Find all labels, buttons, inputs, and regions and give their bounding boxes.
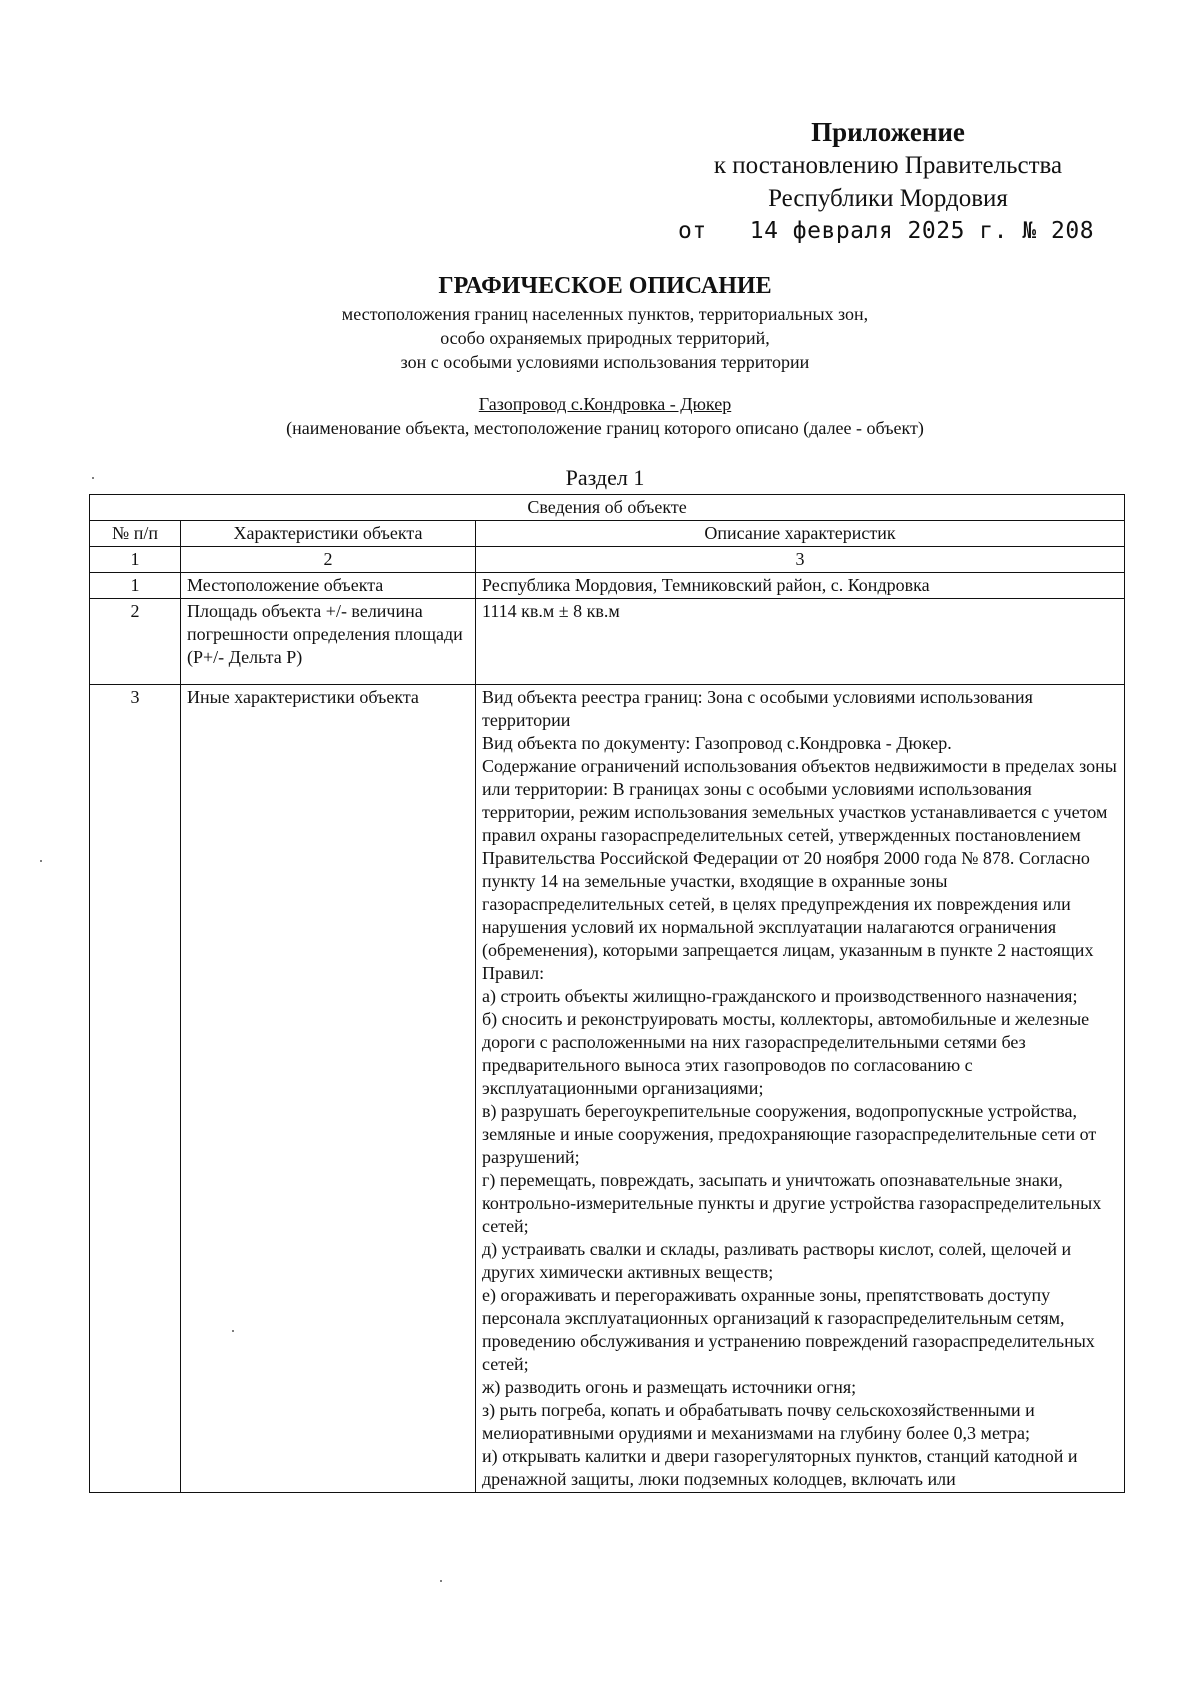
document-subtitle-3: зон с особыми условиями использования территории: [400, 352, 810, 372]
description-paragraph: 1114 кв.м ± 8 кв.м: [482, 601, 620, 621]
description-paragraph: ж) разводить огонь и размещать источники огня;: [482, 1377, 857, 1397]
document-heading: [0, 270, 1200, 374]
description-paragraph: а) строить объекты жилищно-гражданского и производственного назначения;: [482, 986, 1078, 1006]
description-paragraph: Республика Мордовия, Темниковский район, с. Кондровка: [482, 575, 930, 595]
table-row: [90, 685, 1125, 1493]
row-characteristic: Иные характеристики объекта: [181, 685, 476, 1493]
row-description: [476, 573, 1125, 599]
description-paragraph: г) перемещать, повреждать, засыпать и уничтожать опознавательные знаки, контрольно-измерительные пункты и другие устройства газораспределительных сетей;: [482, 1170, 1102, 1236]
description-paragraph: д) устраивать свалки и склады, разливать растворы кислот, солей, щелочей и других химически активных веществ;: [482, 1239, 1072, 1282]
row-num: 3: [90, 685, 181, 1493]
appendix-block: [668, 116, 1108, 248]
description-paragraph: з) рыть погреба, копать и обрабатывать почву сельскохозяйственными и мелиоративными орудиями и механизмами на глубину более 0,3 метра;: [482, 1400, 1035, 1443]
description-paragraph: б) сносить и реконструировать мосты, коллекторы, автомобильные и железные дороги с расположенными на них газораспределительными сетями без предварительного выноса этих газопроводов по согласованию с эксплуатационными организациями;: [482, 1009, 1090, 1098]
section-title: Раздел 1: [565, 465, 645, 490]
description-paragraph: и) открывать калитки и двери газорегуляторных пунктов, станций катодной и дренажной защиты, люки подземных колодцев, включать или: [482, 1446, 1078, 1489]
scan-speck: [232, 1330, 234, 1332]
object-info-table: [89, 494, 1125, 1493]
appendix-title: Приложение: [811, 117, 965, 147]
document-title: ГРАФИЧЕСКОЕ ОПИСАНИЕ: [438, 273, 772, 299]
appendix-line-1: к постановлению Правительства: [713, 152, 1063, 179]
column-number-2: 2: [181, 547, 476, 573]
column-header-description: Описание характеристик: [476, 521, 1125, 547]
scan-speck: [40, 860, 42, 862]
table-title: Сведения об объекте: [90, 495, 1125, 521]
scan-speck: [92, 477, 94, 479]
description-paragraph: Вид объекта реестра границ: Зона с особыми условиями использования территории: [482, 687, 1033, 730]
row-description: [476, 685, 1125, 1493]
scan-speck: [440, 1580, 442, 1582]
table-row: [90, 573, 1125, 599]
description-paragraph: Вид объекта по документу: Газопровод с.Кондровка - Дюкер.: [482, 733, 952, 753]
object-name-block: [0, 392, 1200, 440]
description-paragraph: Содержание ограничений использования объектов недвижимости в пределах зоны или территории: В границах зоны с особыми условиями использования территории, режим использования земельных участков устанавливается с учетом правил охраны газораспределительных сетей, утвержденных постановлением Правительства Российской Федерации от 20 ноября 2000 года № 878. Согласно пункту 14 на земельные участки, входящие в охранные зоны газораспределительных сетей, в целях предупреждения их повреждения или нарушения условий их нормальной эксплуатации налагаются ограничения (обременения), которыми запрещается лицам, указанным в пункте 2 настоящих Правил:: [482, 756, 1117, 983]
column-header-num: № п/п: [90, 521, 181, 547]
column-number-1: 1: [90, 547, 181, 573]
document-subtitle-1: местоположения границ населенных пунктов, территориальных зон,: [341, 304, 869, 324]
description-paragraph: е) огораживать и перегораживать охранные зоны, препятствовать доступу персонала эксплуатационных организаций к газораспределительным сетям, проведению обслуживания и устранению повреждений газораспределительных сетей;: [482, 1285, 1095, 1374]
object-name: Газопровод с.Кондровка - Дюкер: [478, 394, 732, 414]
table-row: [90, 599, 1125, 685]
description-paragraph: в) разрушать берегоукрепительные сооружения, водопропускные устройства, земляные и иные сооружения, предохраняющие газораспределительные сети от разрушений;: [482, 1101, 1097, 1167]
appendix-line-2: Республики Мордовия: [768, 185, 1008, 212]
appendix-date-line: от 14 февраля 2025 г. № 208: [678, 218, 1095, 244]
row-num: 2: [90, 599, 181, 685]
document-subtitle-2: особо охраняемых природных территорий,: [440, 328, 770, 348]
row-num: 1: [90, 573, 181, 599]
column-number-3: 3: [476, 547, 1125, 573]
column-header-characteristic: Характеристики объекта: [181, 521, 476, 547]
row-characteristic: Площадь объекта +/- величина погрешности определения площади (Р+/- Дельта Р): [181, 599, 476, 685]
row-characteristic: Местоположение объекта: [181, 573, 476, 599]
row-description: [476, 599, 1125, 685]
object-name-caption: (наименование объекта, местоположение границ которого описано (далее - объект): [286, 418, 924, 438]
